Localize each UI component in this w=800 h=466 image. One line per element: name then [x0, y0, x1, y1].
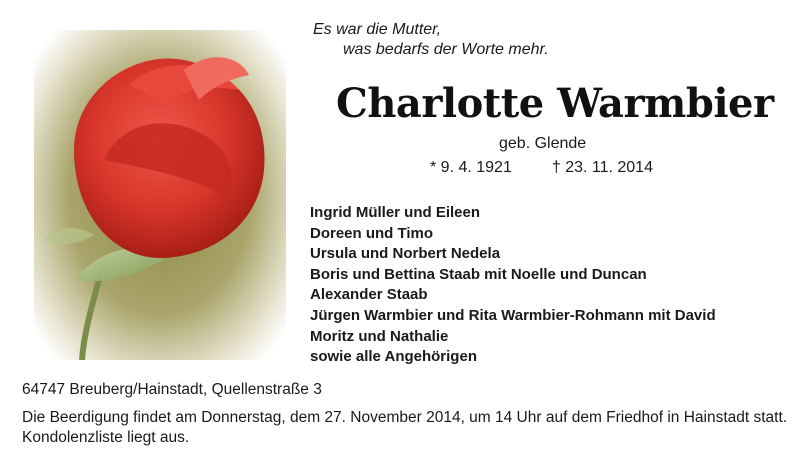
- mourner-item: Ingrid Müller und Eileen: [310, 204, 481, 221]
- mourner-item: sowie alle Angehörigen: [310, 348, 477, 366]
- life-dates: [430, 158, 653, 178]
- mourner-item: Alexander Staab: [310, 286, 428, 304]
- mourner-item: Moritz und Nathalie: [310, 327, 449, 345]
- quote-line-2: was bedarfs der Worte mehr.: [343, 41, 549, 58]
- red-rose-photo: [34, 30, 286, 360]
- birth-date: * 9. 4. 1921: [430, 159, 512, 176]
- maiden-name: geb. Glende: [499, 135, 587, 152]
- mourners-list: [310, 203, 716, 368]
- mourner-item: Doreen und Timo: [310, 224, 434, 242]
- family-address: 64747 Breuberg/Hainstadt, Quellenstraße 3: [22, 381, 322, 398]
- deceased-name: Charlotte Warmbier: [336, 80, 774, 127]
- funeral-notice: Die Beerdigung findet am Donnerstag, dem 27. November 2014, um 14 Uhr auf dem Friedhof in Hainstadt statt. Kondolenzliste liegt aus.: [22, 409, 788, 446]
- mourner-item: Jürgen Warmbier und Rita Warmbier-Rohmann mit David: [310, 306, 716, 324]
- quote-line-1: Es war die Mutter,: [313, 21, 442, 38]
- epitaph-quote: [313, 20, 549, 60]
- mourner-item: Boris und Bettina Staab mit Noelle und Duncan: [310, 265, 647, 283]
- death-date: † 23. 11. 2014: [551, 159, 653, 176]
- mourner-item: Ursula und Norbert Nedela: [310, 245, 501, 263]
